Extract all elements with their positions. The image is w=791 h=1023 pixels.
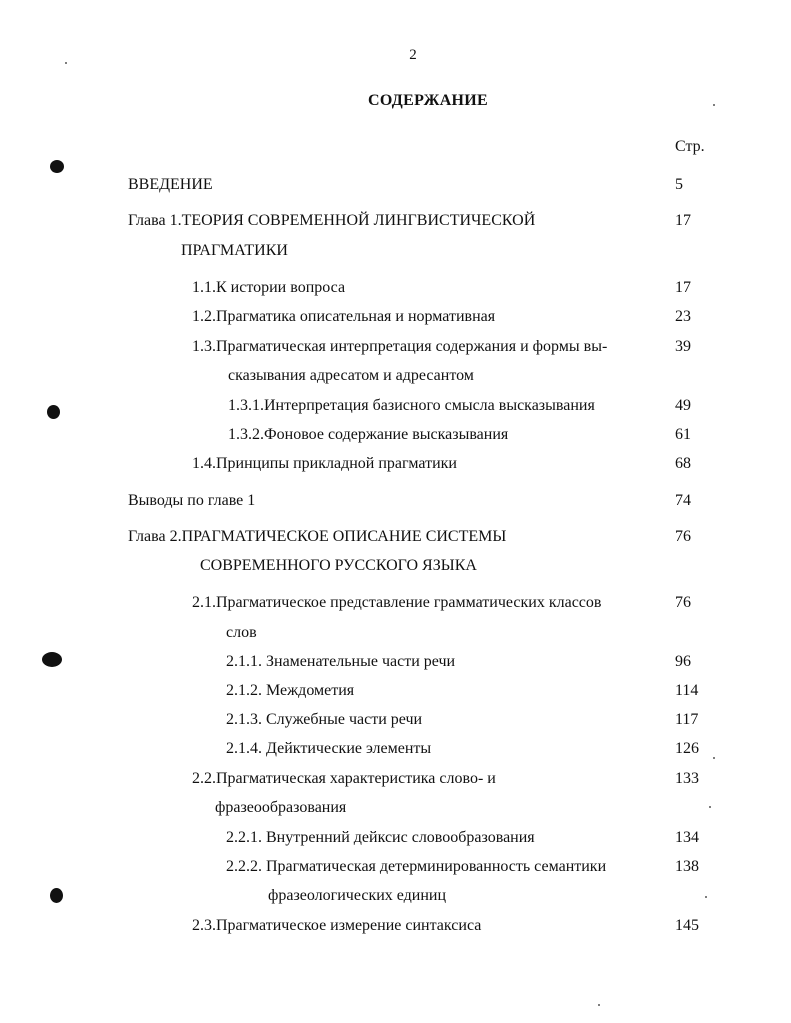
toc-entry-2-2-2: 2.2.2. Прагматическая детерминированность семантики (226, 858, 607, 875)
toc-page-number: 138 (675, 858, 699, 875)
toc-entry-2-2-2-cont: фразеологических единиц (268, 887, 447, 904)
toc-entry-chapter-2-cont: СОВРЕМЕННОГО РУССКОГО ЯЗЫКА (200, 557, 477, 574)
toc-page-number: 49 (675, 397, 691, 414)
toc-entry-2-2-1: 2.2.1. Внутренний дейксис словообразования (226, 829, 535, 846)
toc-entry-1-3-1: 1.3.1.Интерпретация базисного смысла высказывания (228, 397, 595, 414)
toc-page-number: 134 (675, 829, 699, 846)
toc-entry-2-1-2: 2.1.2. Междометия (226, 682, 355, 699)
scan-speck (705, 896, 707, 898)
toc-page-number: 114 (675, 682, 699, 699)
toc-page-number: 117 (675, 711, 699, 728)
toc-entry-2-3: 2.3.Прагматическое измерение синтаксиса (192, 917, 482, 934)
punch-hole-mark (50, 160, 64, 173)
toc-page-number: 145 (675, 917, 699, 934)
toc-page-number: 17 (675, 212, 691, 229)
toc-entry-chapter-1: Глава 1.ТЕОРИЯ СОВРЕМЕННОЙ ЛИНГВИСТИЧЕСКОЙ (128, 212, 536, 229)
toc-page-number: 133 (675, 770, 699, 787)
scan-speck (713, 104, 715, 106)
scan-speck (598, 1004, 600, 1006)
toc-entry-2-1: 2.1.Прагматическое представление грамматических классов (192, 594, 602, 611)
toc-entry-2-1-3: 2.1.3. Служебные части речи (226, 711, 423, 728)
toc-entry-2-2: 2.2.Прагматическая характеристика слово- и (192, 770, 496, 787)
toc-entry-2-2-cont: фразеообразования (215, 799, 347, 816)
toc-entry-1-3-cont: сказывания адресатом и адресантом (228, 367, 474, 384)
toc-entry-chapter-1-cont: ПРАГМАТИКИ (181, 242, 288, 259)
punch-hole-mark (47, 405, 60, 419)
punch-hole-mark (42, 652, 62, 667)
pages-column-header: Стр. (675, 138, 705, 155)
scan-speck (713, 757, 715, 759)
toc-entry-1-3: 1.3.Прагматическая интерпретация содержания и формы вы- (192, 338, 608, 355)
toc-page-number: 68 (675, 455, 691, 472)
toc-page-number: 126 (675, 740, 699, 757)
toc-page-number: 39 (675, 338, 691, 355)
toc-page-number: 61 (675, 426, 691, 443)
toc-page-number: 17 (675, 279, 691, 296)
toc-entry-1-2: 1.2.Прагматика описательная и нормативная (192, 308, 496, 325)
page-number: 2 (409, 47, 417, 63)
toc-entry-1-3-2: 1.3.2.Фоновое содержание высказывания (228, 426, 509, 443)
toc-entry-1-1: 1.1.К истории вопроса (192, 279, 346, 296)
toc-entry-introduction: ВВЕДЕНИЕ (128, 176, 213, 193)
toc-page-number: 96 (675, 653, 691, 670)
toc-page-number: 5 (675, 176, 683, 193)
scan-speck (709, 806, 711, 808)
toc-page-number: 76 (675, 528, 691, 545)
punch-hole-mark (50, 888, 63, 903)
toc-page-number: 74 (675, 492, 691, 509)
toc-entry-2-1-cont: слов (226, 624, 257, 641)
scan-speck (65, 62, 67, 64)
toc-entry-2-1-4: 2.1.4. Дейктические элементы (226, 740, 432, 757)
toc-page-number: 23 (675, 308, 691, 325)
toc-entry-conclusions-1: Выводы по главе 1 (128, 492, 256, 509)
toc-entry-1-4: 1.4.Принципы прикладной прагматики (192, 455, 457, 472)
toc-entry-2-1-1: 2.1.1. Знаменательные части речи (226, 653, 456, 670)
toc-page-number: 76 (675, 594, 691, 611)
page-title: СОДЕРЖАНИЕ (367, 92, 489, 109)
toc-entry-chapter-2: Глава 2.ПРАГМАТИЧЕСКОЕ ОПИСАНИЕ СИСТЕМЫ (128, 528, 507, 545)
